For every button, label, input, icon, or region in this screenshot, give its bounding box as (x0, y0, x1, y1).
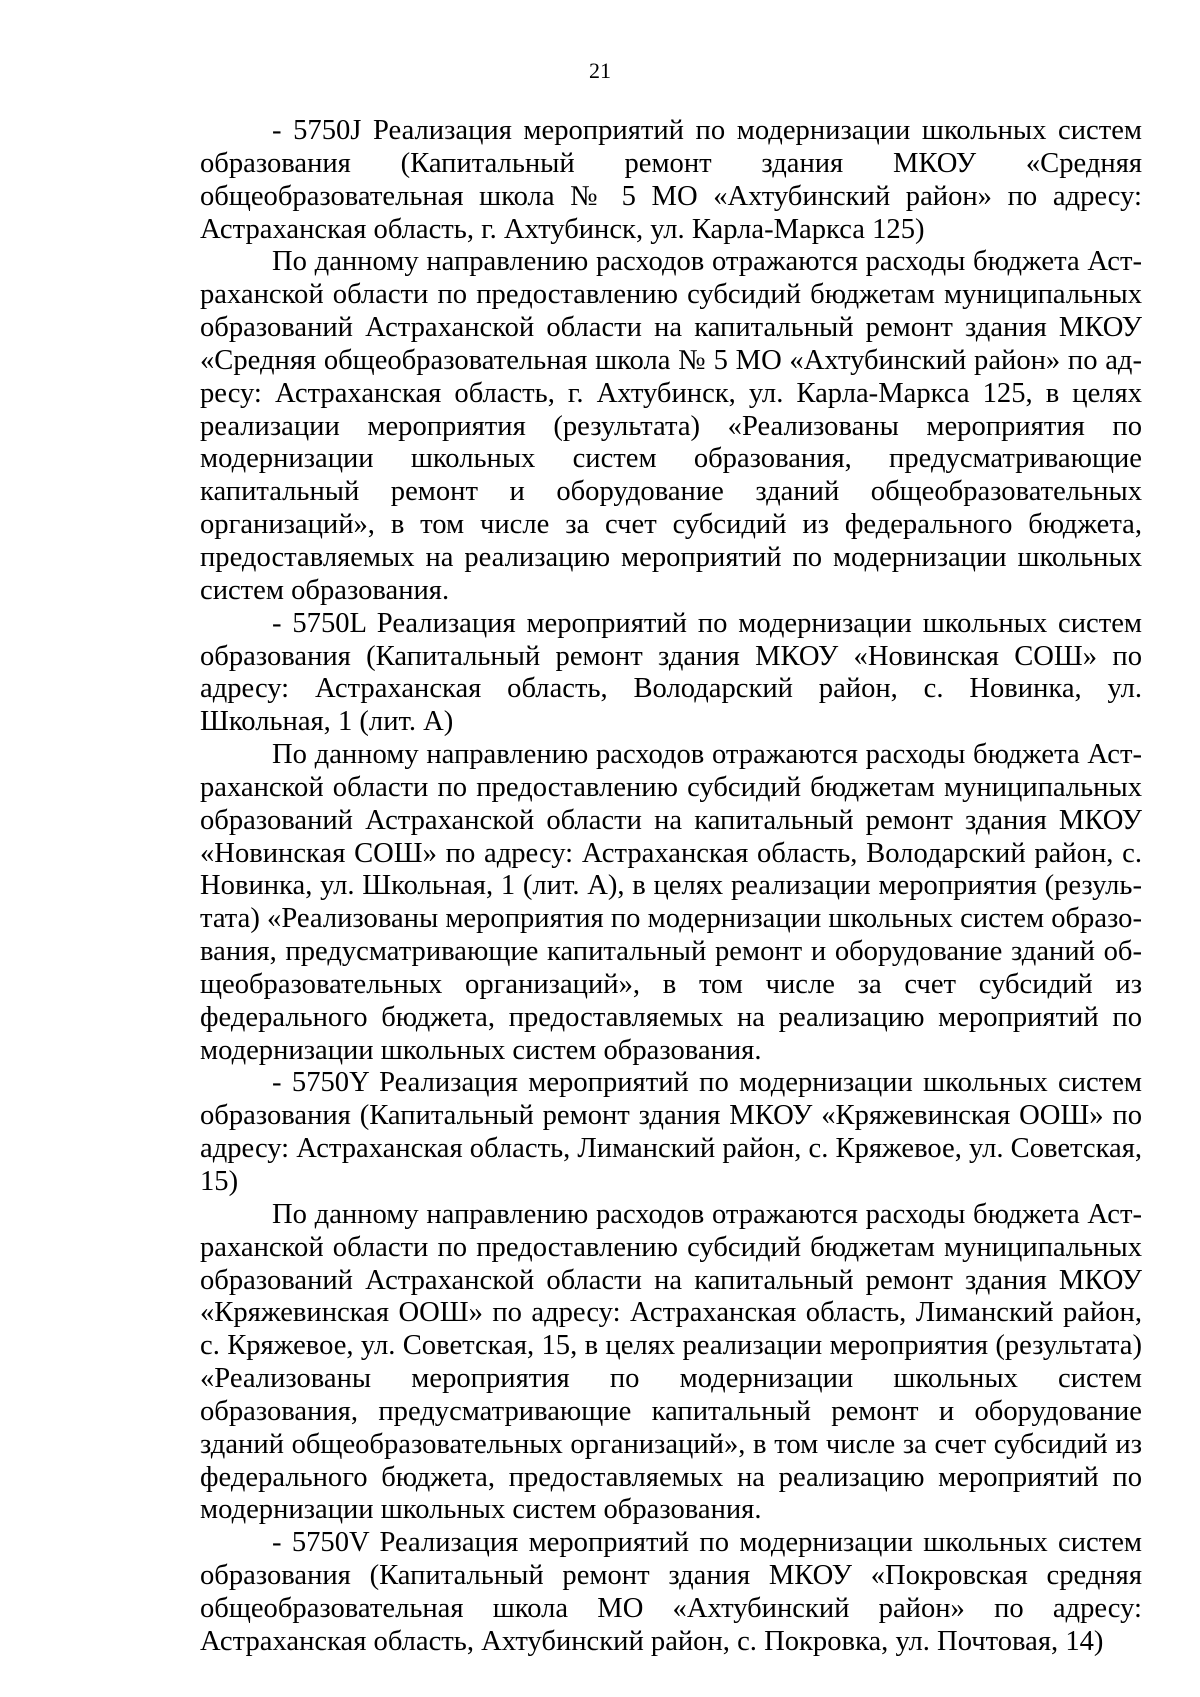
paragraph-5750l-description: По данному направлению расходов отражаются расходы бюджета Астраханской области по предоставлению субсидий бюджетам муниципальных образований Астраханской области на капитальный ремонт здания МКОУ «Новинская СОШ» по адресу: Астраханская область, Володарский район, с. Новинка, ул. Школьная, 1 (лит. А), в целях реализации мероприятия (результата) «Реализованы мероприятия по модернизации школьных систем образования, предусматривающие капитальный ремонт и оборудование зданий общеобразовательных организаций», в том числе за счет субсидий из федерального бюджета, предоставляемых на реализацию мероприятий по модернизации школьных систем образования. (200, 739, 1142, 1066)
paragraph-5750y-description: По данному направлению расходов отражаются расходы бюджета Астраханской области по предоставлению субсидий бюджетам муниципальных образований Астраханской области на капитальный ремонт здания МКОУ «Кряжевинская ООШ» по адресу: Астраханская область, Лиманский район, с. Кряжевое, ул. Советская, 15, в целях реализации мероприятия (результата) «Реализованы мероприятия по модернизации школьных систем образования, предусматривающие капитальный ремонт и оборудование зданий общеобразовательных организаций», в том числе за счет субсидий из федерального бюджета, предоставляемых на реализацию мероприятий по модернизации школьных систем образования. (200, 1198, 1142, 1526)
paragraph-5750j-description: По данному направлению расходов отражаются расходы бюджета Астраханской области по предоставлению субсидий бюджетам муниципальных образований Астраханской области на капитальный ремонт здания МКОУ «Средняя общеобразовательная школа № 5 МО «Ахтубинский район» по адресу: Астраханская область, г. Ахтубинск, ул. Карла-Маркса 125, в целях реализации мероприятия (результата) «Реализованы мероприятия по модернизации школьных систем образования, предусматривающие капитальный ремонт и оборудование зданий общеобразовательных организаций», в том числе за счет субсидий из федерального бюджета, предоставляемых на реализацию мероприятий по модернизации школьных систем образования. (200, 246, 1142, 606)
paragraph-5750l-heading: - 5750L Реализация мероприятий по модернизации школьных систем образования (Капитальный ремонт здания МКОУ «Новинская СОШ» по адресу: Астраханская область, Володарский район, с. Новинка, ул. Школьная, 1 (лит. А) (200, 607, 1142, 738)
document-body (200, 115, 1142, 1659)
paragraph-5750v-heading: - 5750V Реализация мероприятий по модернизации школьных систем образования (Капитальный ремонт здания МКОУ «Покровская средняя общеобразовательная школа МО «Ахтубинский район» по адресу: Астраханская область, Ахтубинский район, с. Покровка, ул. Почтовая, 14) (200, 1527, 1142, 1657)
page-number: 21 (589, 58, 611, 83)
paragraph-5750j-heading: - 5750J Реализация мероприятий по модернизации школьных систем образования (Капитальный ремонт здания МКОУ «Средняя общеобразовательная школа № 5 МО «Ахтубинский район» по адресу: Астраханская область, г. Ахтубинск, ул. Карла-Маркса 125) (200, 115, 1142, 245)
paragraph-5750y-heading: - 5750Y Реализация мероприятий по модернизации школьных систем образования (Капитальный ремонт здания МКОУ «Кряжевинская ООШ» по адресу: Астраханская область, Лиманский район, с. Кряжевое, ул. Советская, 15) (200, 1067, 1143, 1197)
